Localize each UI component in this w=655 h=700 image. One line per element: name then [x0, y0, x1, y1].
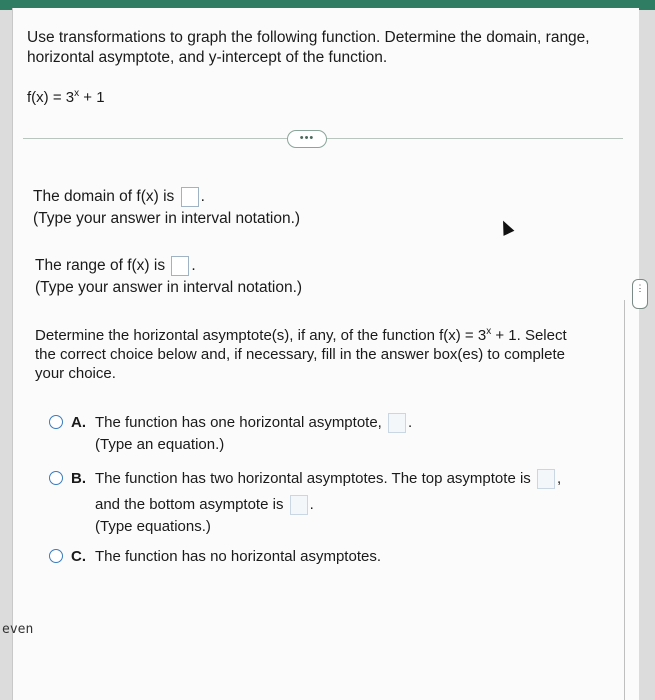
choice-a-radio[interactable] [49, 415, 63, 429]
asymptote-question: Determine the horizontal asymptote(s), if any, of the function $f(x) = 3^x + 1$. Select the correct choice below and, if necessary, fill in the answer box(es) to complete your choice. [35, 326, 567, 382]
range-hint: (Type your answer in interval notation.) [35, 279, 303, 296]
choice-c-radio[interactable] [49, 549, 63, 563]
margin-text: even [2, 622, 34, 637]
question-panel: Use transformations to graph the following function. Determine the domain, range, horizontal asymptote, and y-intercept of the function. $f(x) = 3^x + 1$ ••• The domain of f(x) is . (Type your answer in interval notation.) The range of f(x) is . (Type your answer in interval notation.) Determine the horizontal asymptote(s), if any, of the function $f(x) = 3^x + 1$. Select the correct choice below and, if necessary, fill in the answer box(es) to complete your choice. A. The function has one horizontal asymptote, . (Type an equation.) B. The function has two horizontal asymptotes. The top asymptote is , and the bottom asymptote is . (Type equations.) C. The function has no horizontal asymptotes. [12, 8, 639, 700]
choice-b-radio[interactable] [49, 471, 63, 485]
choice-a-hint: (Type an equation.) [95, 436, 225, 453]
domain-answer-box[interactable] [181, 187, 199, 207]
function-formula: $f(x) = 3^x + 1$ [27, 88, 105, 106]
range-answer-box[interactable] [171, 256, 189, 276]
side-panel-handle[interactable]: ⋮ [632, 279, 648, 309]
choice-b-hint: (Type equations.) [95, 518, 211, 535]
domain-question: The domain of f(x) is . [33, 188, 205, 205]
choice-b-line2: and the bottom asymptote is . [95, 494, 314, 516]
choice-b-bottom-answer-box[interactable] [290, 495, 308, 515]
domain-hint: (Type your answer in interval notation.) [33, 210, 301, 227]
question-prompt: Use transformations to graph the following function. Determine the domain, range, horizontal asymptote, and y-intercept of the function. [27, 29, 590, 66]
choice-a-answer-box[interactable] [388, 413, 406, 433]
range-question: The range of f(x) is . [35, 257, 196, 274]
side-divider [624, 300, 625, 700]
more-button[interactable]: ••• [287, 130, 327, 148]
choice-b-top-answer-box[interactable] [537, 469, 555, 489]
